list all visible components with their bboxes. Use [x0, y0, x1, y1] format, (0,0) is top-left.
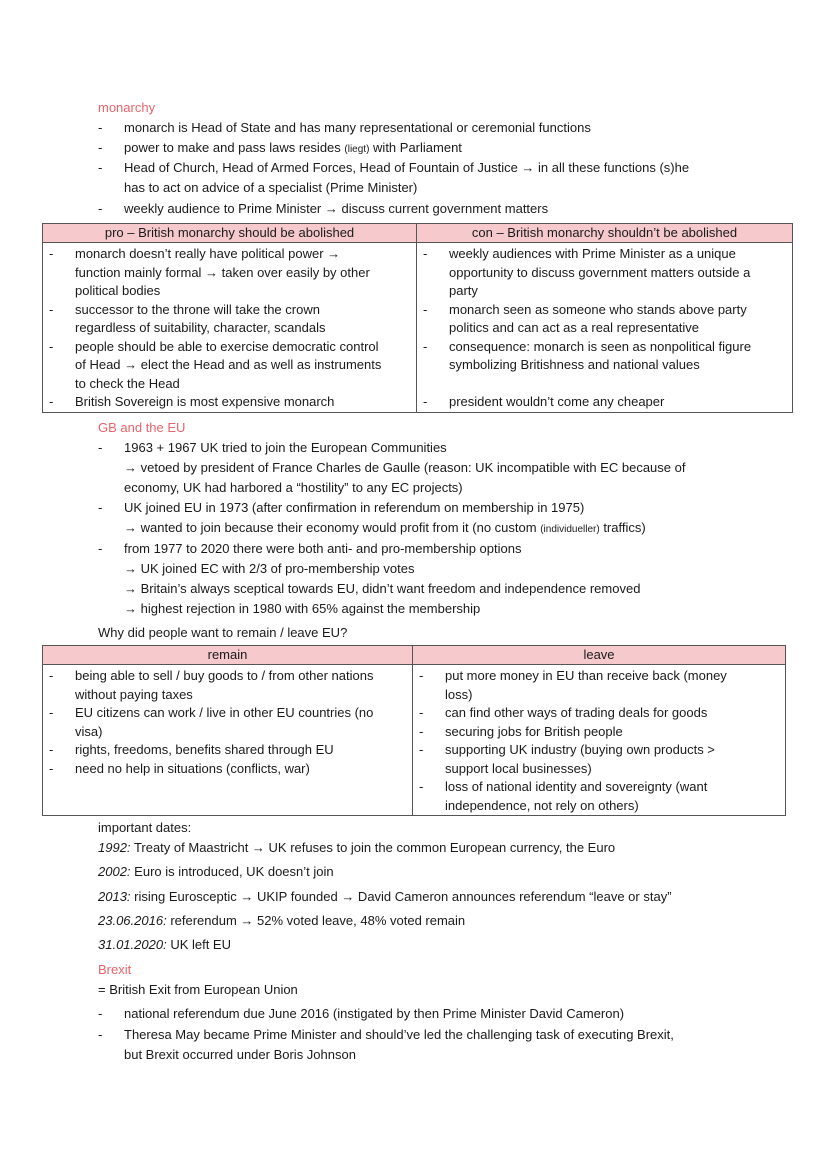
list-item: - rights, freedoms, benefits shared through EU — [49, 742, 334, 757]
text-span: political bodies — [75, 283, 161, 298]
monarchy-comparison-table — [42, 223, 793, 413]
date-label: 2013: — [98, 889, 131, 904]
date-text: Euro is introduced, UK doesn’t join — [134, 864, 334, 879]
list-item: → highest rejection in 1980 with 65% against the membership — [124, 601, 481, 616]
date-label: 2002: — [98, 864, 131, 879]
text-span: loss of national identity and sovereignty (want — [445, 779, 708, 794]
list-item: → UK joined EC with 2/3 of pro-membership votes — [124, 561, 415, 576]
text-span: loss) — [445, 686, 473, 702]
list-item: economy, UK had harbored a “hostility” to any EC projects) — [124, 480, 463, 495]
date-text: UK left EU — [170, 937, 231, 952]
eu-heading: GB and the EU — [98, 420, 186, 435]
text-span: opportunity to discuss government matters outside a — [449, 264, 751, 280]
list-item: - need no help in situations (conflicts, war) — [49, 760, 310, 776]
text-span: EU citizens can work / live in other EU countries (no — [75, 705, 374, 720]
date-item — [98, 887, 672, 907]
list-item: - monarch doesn’t really have political power → function mainly formal → taken over easily by other political bodies — [49, 246, 370, 298]
list-item: - supporting UK industry (buying own products > support local businesses) — [419, 742, 715, 776]
date-item — [98, 935, 231, 955]
bullet-dash: - — [98, 1027, 103, 1042]
date-item — [98, 862, 334, 882]
date-item — [98, 911, 465, 931]
list-item: but Brexit occurred under Boris Johnson — [124, 1047, 356, 1062]
remain-leave-table — [42, 645, 786, 816]
remain-cell — [43, 665, 413, 816]
text-span: → wanted to join because their economy would profit from it (no custom — [124, 520, 537, 535]
leave-cell — [413, 665, 786, 816]
text-span: regardless of suitability, character, scandals — [75, 320, 326, 335]
text-span: independence, not rely on others) — [445, 797, 639, 813]
bullet-dash: - — [98, 201, 103, 216]
list-item — [124, 518, 646, 540]
remain-list — [43, 665, 412, 778]
text-span: visa) — [75, 723, 103, 739]
text-span: symbolizing Britishness and national values — [449, 357, 700, 372]
text-span: president wouldn’t come any cheaper — [449, 393, 665, 409]
monarchy-heading: monarchy — [98, 100, 156, 115]
remain-header: remain — [43, 646, 413, 665]
date-text: rising Eurosceptic → UKIP founded → David Cameron announces referendum “leave or stay” — [134, 889, 672, 904]
text-span: rights, freedoms, benefits shared through EU — [75, 742, 334, 757]
list-item: national referendum due June 2016 (instigated by then Prime Minister David Cameron) — [124, 1006, 625, 1021]
leave-header: leave — [413, 646, 786, 665]
text-span: monarch seen as someone who stands above party — [449, 301, 747, 317]
text-span: need no help in situations (conflicts, war) — [75, 760, 310, 776]
list-item: from 1977 to 2020 there were both anti- and pro-membership options — [124, 541, 522, 556]
list-item: - people should be able to exercise democratic control of Head → elect the Head and as well as instruments to check the Head — [49, 338, 382, 391]
text-span: support local businesses) — [445, 760, 592, 776]
text-span: can find other ways of trading deals for goods — [445, 705, 708, 720]
text-span: without paying taxes — [75, 686, 193, 702]
list-item: Theresa May became Prime Minister and should’ve led the challenging task of executing Brexit, — [124, 1027, 674, 1042]
text-span: with Parliament — [373, 140, 462, 155]
text-span: of Head → elect the Head and as well as instruments — [75, 357, 382, 372]
list-item: - successor to the throne will take the crown regardless of suitability, character, scandals — [49, 301, 326, 335]
bullet-dash: - — [98, 120, 103, 135]
text-span: British Sovereign is most expensive monarch — [75, 394, 335, 409]
date-label: 31.01.2020: — [98, 937, 167, 952]
list-item: - EU citizens can work / live in other EU countries (no visa) — [49, 705, 374, 739]
list-item — [124, 138, 462, 160]
bullet-dash: - — [98, 160, 103, 175]
gloss-text: (individueller) — [540, 524, 600, 535]
list-item: - securing jobs for British people — [419, 723, 623, 739]
pro-header: pro – British monarchy should be abolished — [43, 224, 417, 243]
list-item: → Britain’s always sceptical towards EU, didn’t want freedom and independence removed — [124, 581, 641, 596]
text-span: weekly audiences with Prime Minister as a unique — [449, 246, 736, 261]
bullet-dash: - — [98, 1006, 103, 1021]
gloss-text: (liegt) — [344, 144, 370, 155]
list-item: has to act on advice of a specialist (Prime Minister) — [124, 180, 418, 195]
text-span: party — [449, 283, 478, 298]
text-span: put more money in EU than receive back (money — [445, 668, 727, 683]
list-item: - being able to sell / buy goods to / from other nations without paying taxes — [49, 668, 374, 702]
date-item — [98, 838, 615, 858]
list-item: → vetoed by president of France Charles de Gaulle (reason: UK incompatible with EC because of — [124, 460, 686, 475]
list-item: - monarch seen as someone who stands above party politics and can act as a real representative — [423, 301, 747, 335]
brexit-heading: Brexit — [98, 962, 132, 977]
brexit-definition: = British Exit from European Union — [98, 982, 298, 997]
list-item: weekly audience to Prime Minister → discuss current government matters — [124, 201, 549, 216]
date-text: referendum → 52% voted leave, 48% voted remain — [170, 913, 466, 928]
date-label: 1992: — [98, 840, 131, 855]
list-item: - put more money in EU than receive back (money loss) — [419, 668, 727, 702]
text-span: successor to the throne will take the crown — [75, 301, 320, 317]
list-item: - British Sovereign is most expensive monarch — [49, 394, 335, 409]
list-item: - president wouldn’t come any cheaper — [423, 393, 665, 409]
date-text: Treaty of Maastricht → UK refuses to join the common European currency, the Euro — [133, 840, 616, 855]
text-span: consequence: monarch is seen as nonpolitical figure — [449, 338, 752, 354]
list-item: - can find other ways of trading deals for goods — [419, 705, 708, 720]
list-item: Head of Church, Head of Armed Forces, Head of Fountain of Justice → in all these functions (s)he — [124, 160, 690, 175]
bullet-dash: - — [98, 541, 103, 556]
list-item: monarch is Head of State and has many representational or ceremonial functions — [124, 120, 591, 135]
dates-title: important dates: — [98, 820, 192, 835]
text-span: securing jobs for British people — [445, 723, 623, 739]
text-span: to check the Head — [75, 375, 180, 391]
pro-list — [43, 243, 416, 412]
text-span: function mainly formal → taken over easily by other — [75, 264, 370, 280]
text-span: traffics) — [603, 520, 646, 535]
bullet-dash: - — [98, 440, 103, 455]
text-span: monarch doesn’t really have political power → — [75, 246, 341, 261]
leave-list — [413, 665, 785, 815]
text-span: being able to sell / buy goods to / from other nations — [75, 668, 374, 683]
text-span: power to make and pass laws resides — [124, 140, 341, 155]
list-item: UK joined EU in 1973 (after confirmation in referendum on membership in 1975) — [124, 500, 585, 515]
date-label: 23.06.2016: — [98, 913, 167, 928]
text-span: supporting UK industry (buying own products > — [445, 742, 715, 757]
con-header: con – British monarchy shouldn’t be abolished — [417, 224, 793, 243]
con-list — [417, 243, 792, 411]
list-item: 1963 + 1967 UK tried to join the European Communities — [124, 440, 447, 455]
text-span: people should be able to exercise democratic control — [75, 338, 379, 354]
list-item: - weekly audiences with Prime Minister as a unique opportunity to discuss government matters outside a party — [423, 246, 751, 298]
bullet-dash: - — [98, 140, 103, 155]
pro-cell — [43, 243, 417, 413]
list-item: - loss of national identity and sovereignty (want independence, not rely on others) — [419, 779, 708, 813]
text-span: politics and can act as a real representative — [449, 320, 700, 335]
list-item: - consequence: monarch is seen as nonpolitical figure symbolizing Britishness and national values — [423, 338, 752, 372]
con-cell — [417, 243, 793, 413]
bullet-dash: - — [98, 500, 103, 515]
question-text: Why did people want to remain / leave EU? — [98, 625, 348, 640]
